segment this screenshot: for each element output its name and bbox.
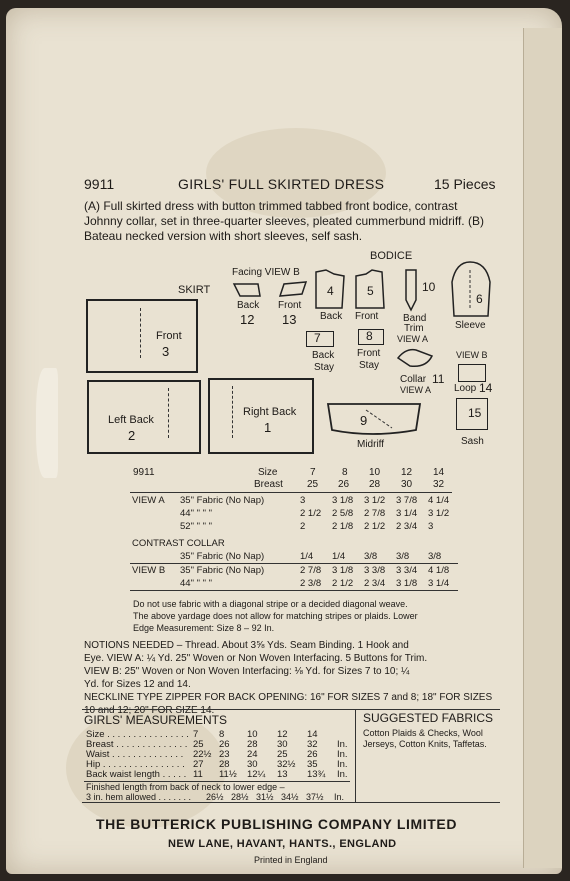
yardage-size-label: Size: [258, 467, 278, 478]
pieces-count: 15 Pieces: [434, 176, 496, 192]
grainline: [168, 388, 169, 438]
measure-value: 12¼: [246, 769, 266, 780]
value-cell: 3: [428, 521, 434, 532]
band-trim-shape: [402, 268, 422, 312]
value-cell: 2 7/8: [300, 565, 322, 576]
size-header: 8: [342, 467, 348, 478]
rule: [82, 802, 500, 803]
collar-shape: [396, 346, 436, 370]
skirt-front-label: Front: [156, 330, 182, 342]
facing-front-label: Front: [278, 300, 302, 311]
front-stay-label: Front: [357, 348, 381, 359]
notions-line: 10 and 12; 20" FOR SIZE 14.: [84, 705, 215, 716]
measure-value: 25: [276, 749, 288, 760]
view-cell: [130, 507, 178, 520]
measure-value: 14: [306, 729, 318, 740]
table-row: [130, 533, 458, 550]
midriff-shape: [326, 400, 422, 440]
fabric-cell: 44" " " ": [180, 578, 212, 589]
facing-back-label: Back: [237, 300, 260, 311]
notions-line: NOTIONS NEEDED – Thread. About 3⅝ Yds. Seam Binding. 1 Hook and: [84, 640, 409, 651]
facing-heading: Facing VIEW B: [232, 267, 300, 278]
measure-value: 26: [306, 749, 318, 760]
value-cell: 3 1/4: [396, 508, 418, 519]
measure-value: 30: [246, 759, 258, 770]
measure-value: 11½: [218, 769, 237, 780]
measure-unit: In.: [336, 769, 348, 780]
sleeve-shape: [446, 260, 494, 320]
measure-label: Size . . . . . . . . . . . . . . . .: [86, 729, 189, 740]
table-row: [84, 770, 350, 780]
measurements-heading: GIRLS' MEASUREMENTS: [84, 713, 227, 727]
table-row: [130, 507, 458, 520]
facing-pieces-shape: [232, 280, 312, 302]
measurements-table: [84, 730, 350, 780]
finished-value: 31½: [256, 792, 274, 802]
rule: [130, 492, 452, 493]
measure-value: 10: [246, 729, 258, 740]
right-back-number: 1: [264, 420, 272, 435]
bodice-front-label: Front: [355, 311, 379, 322]
fabric-cell: 44" " " ": [180, 508, 212, 519]
value-cell: 2 1/2: [332, 578, 354, 589]
rule: [82, 709, 500, 710]
sash-label: Sash: [461, 436, 484, 447]
value-cell: 1/4: [300, 551, 314, 562]
collar-number: 11: [432, 372, 445, 386]
back-stay-label: Back: [312, 350, 335, 361]
grainline: [140, 308, 141, 358]
measure-value: 22½: [192, 749, 212, 760]
fabrics-line: Cotton Plaids & Checks, Wool: [363, 728, 483, 738]
table-row: [130, 520, 458, 533]
sash-number: 15: [468, 406, 482, 420]
divider: [355, 710, 356, 802]
company-name: THE BUTTERICK PUBLISHING COMPANY LIMITED: [96, 816, 458, 832]
loop-view-label: VIEW B: [456, 350, 488, 360]
midriff-label: Midriff: [357, 439, 385, 450]
collar-label: Collar: [400, 374, 427, 385]
value-cell: 2 1/2: [364, 521, 386, 532]
envelope-flap: [523, 28, 562, 868]
description-line: Bateau necked version with short sleeves, self sash.: [84, 229, 363, 243]
yardage-note: The above yardage does not allow for matching stripes or plaids. Lower: [133, 611, 418, 621]
table-row: [130, 550, 458, 564]
view-cell: [130, 520, 178, 533]
breast-header: 28: [369, 479, 381, 490]
size-header: 10: [369, 467, 381, 478]
breast-header: 25: [307, 479, 319, 490]
yardage-note: Edge Measurement: Size 8 – 92 In.: [133, 623, 275, 633]
measure-value: 12: [276, 729, 288, 740]
value-cell: 2 3/4: [396, 521, 418, 532]
description-line: Johnny collar, set in three-quarter sleeves, pleated cummerbund midriff. (B): [84, 214, 484, 228]
value-cell: 3: [300, 495, 306, 506]
measure-value: 27: [192, 759, 204, 770]
midriff-number: 9: [360, 413, 368, 428]
value-cell: 3 1/2: [428, 508, 450, 519]
fabric-cell: 35" Fabric (No Nap): [180, 551, 265, 562]
bodice-pieces-shape: [312, 268, 392, 312]
grainline: [232, 386, 233, 438]
measure-value: 7: [192, 729, 199, 740]
measure-value: 28: [246, 739, 258, 750]
value-cell: 3 1/8: [396, 578, 418, 589]
back-stay-number: 7: [314, 331, 321, 345]
sleeve-number: 6: [476, 292, 483, 306]
pattern-number: 9911: [84, 176, 115, 192]
yardage-note: Do not use fabric with a diagonal stripe or a decided diagonal weave.: [133, 599, 408, 609]
loop-number: 14: [479, 381, 493, 395]
loop-shape: [458, 364, 486, 382]
value-cell: 2 3/8: [300, 578, 322, 589]
table-row: [130, 494, 458, 507]
finished-length-label: Finished length from back of neck to lower edge –: [86, 782, 285, 792]
measure-unit: In.: [336, 749, 348, 760]
bodice-heading: BODICE: [370, 250, 413, 262]
right-back-label: Right Back: [243, 406, 297, 418]
size-header: 12: [401, 467, 413, 478]
skirt-front-number: 3: [162, 344, 170, 359]
bodice-back-label: Back: [320, 311, 343, 322]
measure-label: Waist . . . . . . . . . . . . . .: [86, 749, 184, 760]
measure-value: 35: [306, 759, 318, 770]
facing-back-number: 12: [240, 312, 255, 327]
sleeve-label: Sleeve: [455, 320, 486, 331]
printed-in: Printed in England: [254, 855, 328, 865]
notions-line: Yd. for Sizes 12 and 14.: [84, 679, 191, 690]
measure-value: 32½: [276, 759, 296, 770]
measure-label: Hip . . . . . . . . . . . . . . . .: [86, 759, 185, 770]
skirt-heading: SKIRT: [178, 284, 211, 296]
value-cell: 3/8: [396, 551, 410, 562]
finished-value: 34½: [281, 792, 299, 802]
notions-line: VIEW B: 25" Woven or Non Woven Interfacing: ⅛ Yd. for Sizes 7 to 10; ¼: [84, 666, 410, 677]
front-stay-number: 8: [366, 329, 373, 343]
back-stay-label: Stay: [314, 362, 335, 373]
measure-value: 25: [192, 739, 204, 750]
view-cell: CONTRAST COLLAR: [132, 538, 225, 549]
bodice-back-number: 4: [327, 284, 334, 298]
fabric-cell: 35" Fabric (No Nap): [180, 565, 265, 576]
value-cell: 3 3/4: [396, 565, 418, 576]
value-cell: 4 1/8: [428, 565, 450, 576]
band-trim-number: 10: [422, 280, 436, 294]
band-trim-view: VIEW A: [397, 334, 429, 344]
facing-front-number: 13: [282, 312, 297, 327]
breast-header: 26: [338, 479, 350, 490]
company-address: NEW LANE, HAVANT, HANTS., ENGLAND: [168, 838, 397, 850]
measure-unit: In.: [336, 759, 348, 770]
value-cell: 1/4: [332, 551, 346, 562]
finished-value: 37½: [306, 792, 324, 802]
measure-label: Back waist length . . . . .: [86, 769, 187, 780]
left-back-number: 2: [128, 428, 136, 443]
fabrics-line: Jerseys, Cotton Knits, Taffetas.: [363, 739, 487, 749]
fabrics-heading: SUGGESTED FABRICS: [363, 711, 494, 725]
measure-value: 13: [276, 769, 288, 780]
value-cell: 3 1/4: [428, 578, 450, 589]
measure-value: 28: [218, 759, 230, 770]
collar-view: VIEW A: [400, 385, 432, 395]
table-row: [130, 577, 458, 591]
yardage-table: [130, 494, 458, 591]
value-cell: 3 1/2: [364, 495, 386, 506]
view-cell: [130, 577, 178, 591]
measure-unit: In.: [336, 739, 348, 750]
measure-value: 32: [306, 739, 318, 750]
band-trim-label: Band: [403, 313, 427, 324]
band-trim-label: Trim: [404, 323, 424, 334]
value-cell: 3 3/8: [364, 565, 386, 576]
value-cell: 3 1/8: [332, 565, 354, 576]
fabric-cell: 35" Fabric (No Nap): [180, 495, 265, 506]
notions-line: Eye. VIEW A: ¼ Yd. 25" Woven or Non Woven Interfacing. 5 Buttons for Trim.: [84, 653, 428, 664]
value-cell: 3 1/8: [332, 495, 354, 506]
size-header: 14: [433, 467, 445, 478]
measure-value: 8: [218, 729, 225, 740]
value-cell: 2 5/8: [332, 508, 354, 519]
bodice-front-number: 5: [367, 284, 374, 298]
measure-value: 23: [218, 749, 230, 760]
value-cell: 2: [300, 521, 306, 532]
torn-edge: [36, 368, 58, 478]
value-cell: 2 7/8: [364, 508, 386, 519]
value-cell: 3/8: [364, 551, 378, 562]
value-cell: 2 3/4: [364, 578, 386, 589]
measure-value: 13¾: [306, 769, 326, 780]
view-cell: [130, 550, 178, 564]
breast-header: 30: [401, 479, 413, 490]
value-cell: 2 1/8: [332, 521, 354, 532]
view-cell: VIEW A: [132, 495, 165, 506]
description-line: (A) Full skirted dress with button trimmed tabbed front bodice, contrast: [84, 199, 458, 213]
finished-value: 26½: [206, 792, 224, 802]
pattern-title: GIRLS' FULL SKIRTED DRESS: [178, 176, 385, 192]
value-cell: 3/8: [428, 551, 442, 562]
finished-unit: In.: [334, 792, 345, 802]
value-cell: 3 7/8: [396, 495, 418, 506]
size-header: 7: [310, 467, 316, 478]
yardage-breast-label: Breast: [254, 479, 283, 490]
value-cell: 4 1/4: [428, 495, 450, 506]
yardage-pattern-number: 9911: [133, 467, 155, 478]
notions-line: NECKLINE TYPE ZIPPER FOR BACK OPENING: 16" FOR SIZES 7 and 8; 18" FOR SIZES: [84, 692, 493, 703]
loop-label: Loop: [454, 383, 477, 394]
view-cell: VIEW B: [132, 565, 166, 576]
left-back-label: Left Back: [108, 414, 154, 426]
front-stay-label: Stay: [359, 360, 380, 371]
fabric-cell: 52" " " ": [180, 521, 212, 532]
measure-label: Breast . . . . . . . . . . . . . .: [86, 739, 188, 750]
measure-value: 26: [218, 739, 230, 750]
measure-value: 30: [276, 739, 288, 750]
finished-value: 28½: [231, 792, 249, 802]
table-row: [130, 564, 458, 578]
measure-value: 24: [246, 749, 258, 760]
value-cell: 2 1/2: [300, 508, 322, 519]
finished-length-label: 3 in. hem allowed . . . . . . .: [86, 792, 192, 802]
breast-header: 32: [433, 479, 445, 490]
measure-value: 11: [192, 769, 203, 780]
